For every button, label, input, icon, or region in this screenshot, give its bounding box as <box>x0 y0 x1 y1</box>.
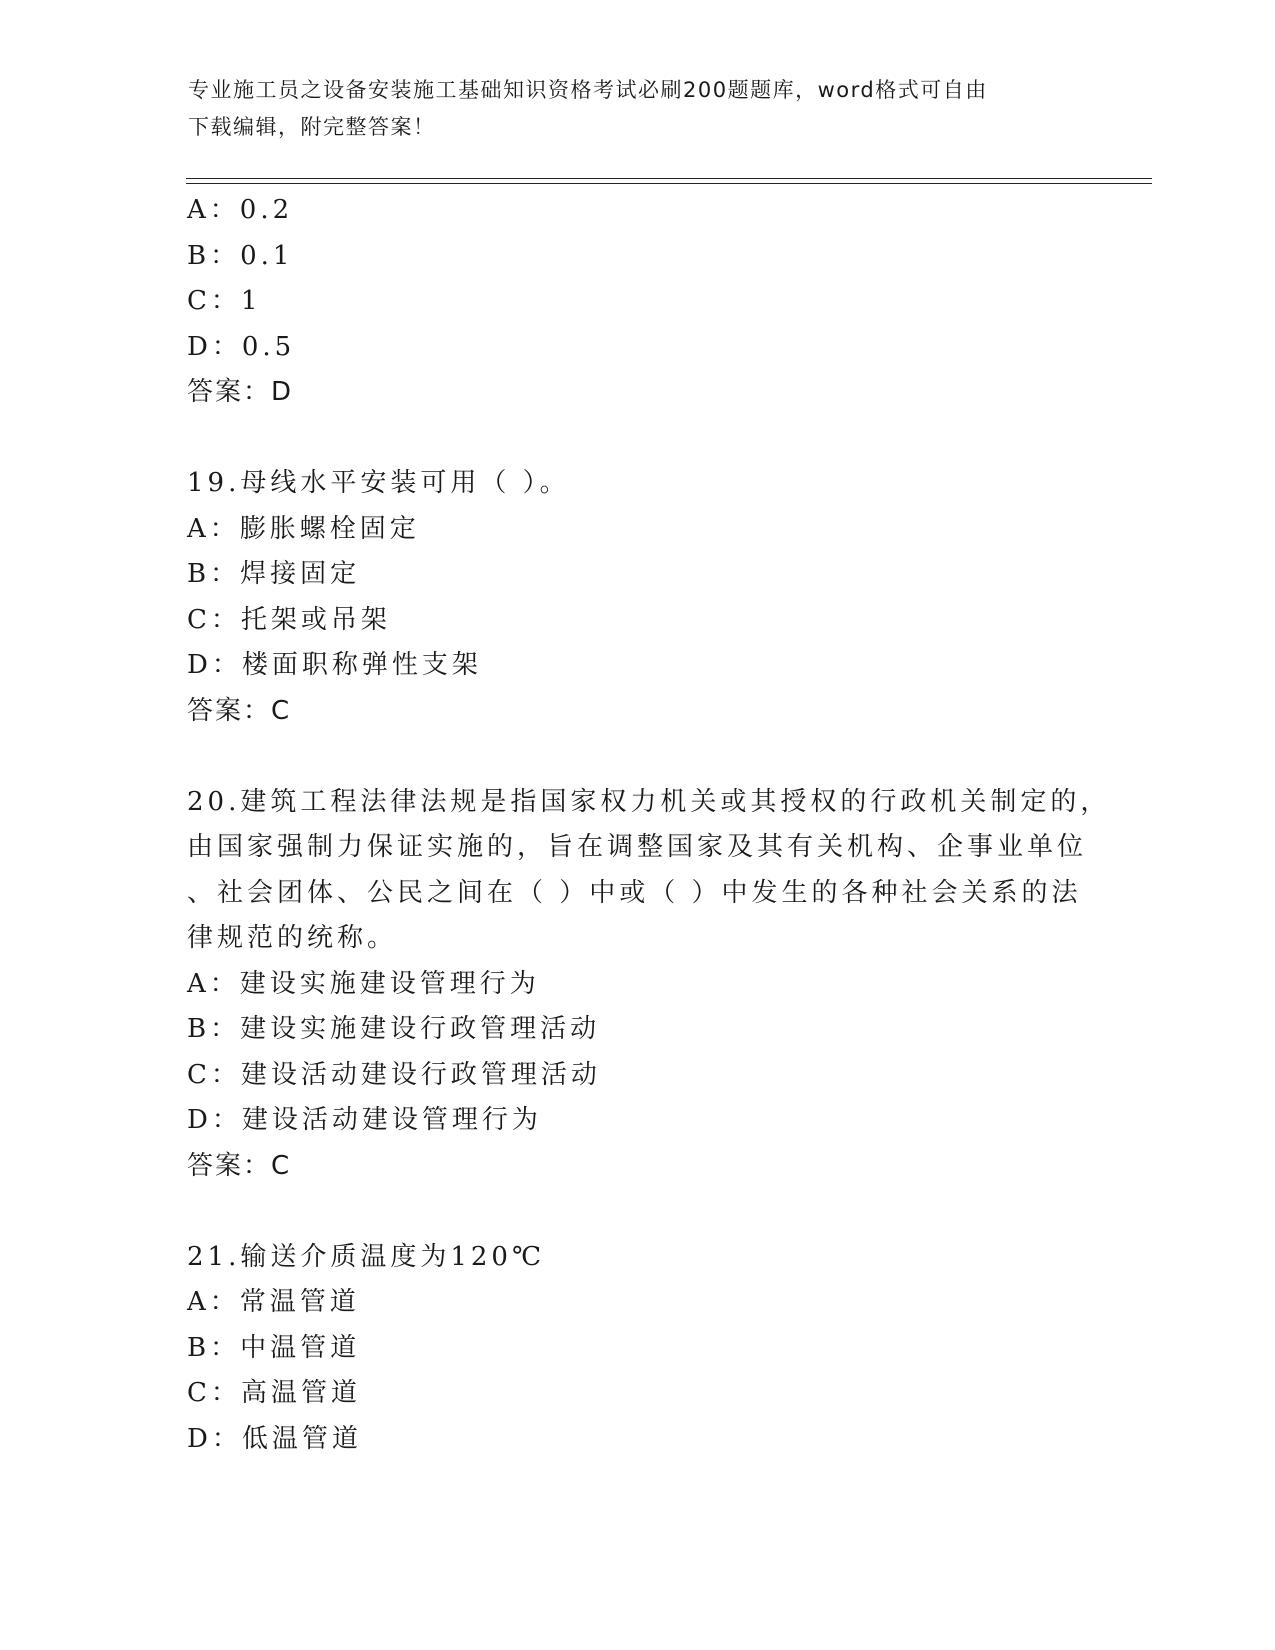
option-c: C：1 <box>187 286 262 316</box>
question-stem: 21.输送介质温度为120℃ <box>187 1241 546 1272</box>
question-stem-line-4: 律规范的统称。 <box>187 923 398 953</box>
option-b: B：0.1 <box>187 240 294 271</box>
question-stem-line-3: 、社会团体、公民之间在（ ）中或（ ）中发生的各种社会关系的法 <box>187 877 1082 908</box>
question-prev <box>187 188 1067 416</box>
header-line-2: 下载编辑，附完整答案！ <box>188 115 436 139</box>
option-a: A：常温管道 <box>187 1287 360 1317</box>
answer-line: 答案：D <box>187 377 294 407</box>
question-19 <box>187 461 1067 734</box>
spacer <box>187 734 1067 780</box>
document-header <box>188 72 1068 146</box>
question-stem-line-1: 20.建筑工程法律法规是指国家权力机关或其授权的行政机关制定的， <box>187 786 1111 817</box>
spacer <box>187 416 1067 462</box>
answer-line: 答案：C <box>187 695 292 726</box>
question-20 <box>187 780 1111 1190</box>
option-b: B：建设实施建设行政管理活动 <box>187 1014 601 1044</box>
option-b: B：焊接固定 <box>187 559 361 589</box>
option-d: D：建设活动建设管理行为 <box>187 1105 542 1135</box>
option-d: D：低温管道 <box>187 1423 362 1454</box>
option-a: A：0.2 <box>187 195 294 225</box>
option-d: D：楼面职称弹性支架 <box>187 650 482 680</box>
question-21 <box>187 1235 1067 1463</box>
spacer <box>187 1189 1067 1235</box>
question-stem-line-2: 由国家强制力保证实施的，旨在调整国家及其有关机构、企事业单位 <box>187 832 1088 862</box>
document-body <box>187 188 1111 1462</box>
option-c: C：托架或吊架 <box>187 604 391 635</box>
header-divider-top <box>186 178 1152 179</box>
header-line-1: 专业施工员之设备安装施工基础知识资格考试必刷200题题库，word格式可自由 <box>188 78 988 102</box>
option-b: B：中温管道 <box>187 1332 361 1363</box>
option-a: A：膨胀螺栓固定 <box>187 513 420 544</box>
header-divider-bottom <box>186 183 1152 184</box>
option-c: C：高温管道 <box>187 1378 361 1408</box>
question-stem: 19.母线水平安装可用（ ）。 <box>187 468 570 498</box>
option-c: C：建设活动建设行政管理活动 <box>187 1059 601 1090</box>
option-a: A：建设实施建设管理行为 <box>187 968 540 999</box>
answer-line: 答案：C <box>187 1150 292 1181</box>
option-d: D：0.5 <box>187 331 296 362</box>
